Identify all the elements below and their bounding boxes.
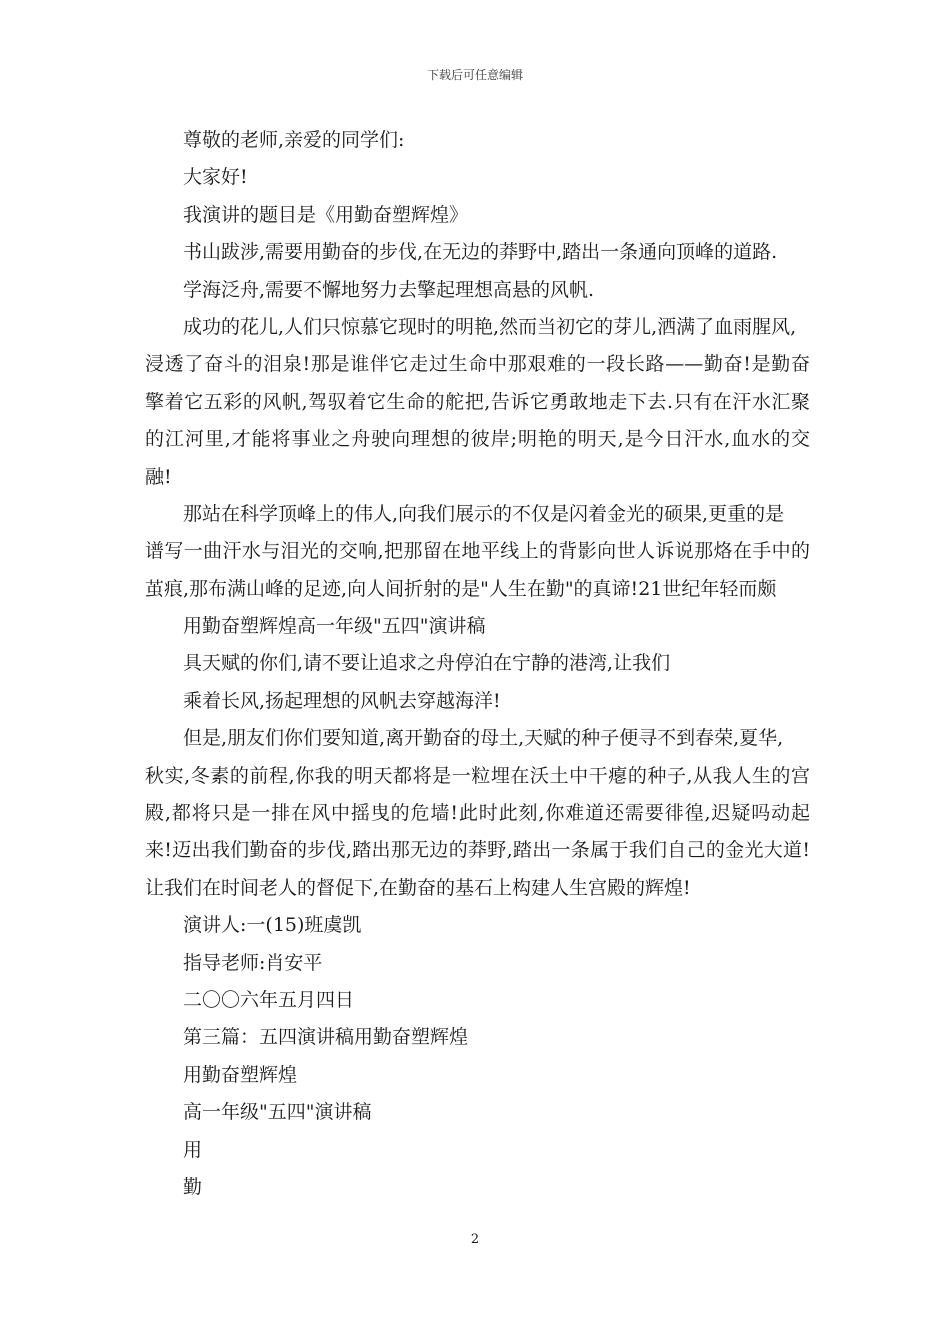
- text-line: 茧痕,那布满山峰的足迹,向人间折射的是"人生在勤"的真谛!21世纪年轻而颇: [145, 577, 777, 600]
- text-line: 指导老师:肖安平: [183, 951, 323, 974]
- text-line: 学海泛舟,需要不懈地努力去擎起理想高悬的风帆.: [183, 278, 595, 301]
- text-line: 融!: [145, 465, 172, 488]
- page-number: 2: [470, 1232, 480, 1247]
- text-line: 擎着它五彩的风帆,驾驭着它生命的舵把,告诉它勇敢地走下去.只有在汗水汇聚: [145, 390, 810, 413]
- text-line: 秋实,冬素的前程,你我的明天都将是一粒埋在沃土中干瘪的种子,从我人生的宫: [145, 764, 810, 787]
- page-header: 下载后可任意编辑: [426, 68, 523, 82]
- text-line: 的江河里,才能将事业之舟驶向理想的彼岸;明艳的明天,是今日汗水,血水的交: [145, 428, 810, 451]
- text-line: 浸透了奋斗的泪泉!那是谁伴它走过生命中那艰难的一段长路——勤奋!是勤奋: [145, 353, 810, 376]
- text-line: 乘着长风,扬起理想的风帆去穿越海洋!: [183, 689, 501, 712]
- text-line: 用勤奋塑辉煌高一年级"五四"演讲稿: [183, 615, 486, 638]
- text-line: 具天赋的你们,请不要让追求之舟停泊在宁静的港湾,让我们: [183, 652, 671, 675]
- text-line: 殿,都将只是一排在风中摇曳的危墙!此时此刻,你难道还需要徘徨,迟疑吗动起: [145, 802, 810, 825]
- text-line: 用: [183, 1138, 203, 1161]
- text-line: 二〇〇六年五月四日: [183, 988, 355, 1011]
- text-line: 演讲人:一(15)班虞凯: [183, 914, 362, 937]
- text-line: 书山跋涉,需要用勤奋的步伐,在无边的莽野中,踏出一条通向顶峰的道路.: [183, 241, 778, 264]
- text-line: 我演讲的题目是《用勤奋塑辉煌》: [183, 203, 469, 226]
- text-line: 第三篇：五四演讲稿用勤奋塑辉煌: [183, 1026, 469, 1049]
- text-line: 谱写一曲汗水与泪光的交响,把那留在地平线上的背影向世人诉说那烙在手中的: [145, 540, 810, 563]
- text-line: 成功的花儿,人们只惊慕它现时的明艳,然而当初它的芽儿,洒满了血雨腥风,: [183, 315, 797, 338]
- text-line: 高一年级"五四"演讲稿: [183, 1101, 372, 1124]
- text-line: 用勤奋塑辉煌: [183, 1063, 298, 1086]
- text-line: 但是,朋友们你们要知道,离开勤奋的母土,天赋的种子便寻不到春荣,夏华,: [183, 727, 784, 750]
- text-line: 那站在科学顶峰上的伟人,向我们展示的不仅是闪着金光的硕果,更重的是: [183, 502, 785, 525]
- text-line: 来!迈出我们勤奋的步伐,踏出那无边的莽野,踏出一条属于我们自己的金光大道!: [145, 839, 810, 862]
- text-line: 大家好!: [183, 166, 248, 189]
- text-line: 勤: [183, 1175, 203, 1198]
- document-body: [145, 122, 810, 1206]
- text-line: 让我们在时间老人的督促下,在勤奋的基石上构建人生宫殿的辉煌!: [145, 876, 691, 899]
- text-line: 尊敬的老师,亲爱的同学们:: [183, 129, 405, 151]
